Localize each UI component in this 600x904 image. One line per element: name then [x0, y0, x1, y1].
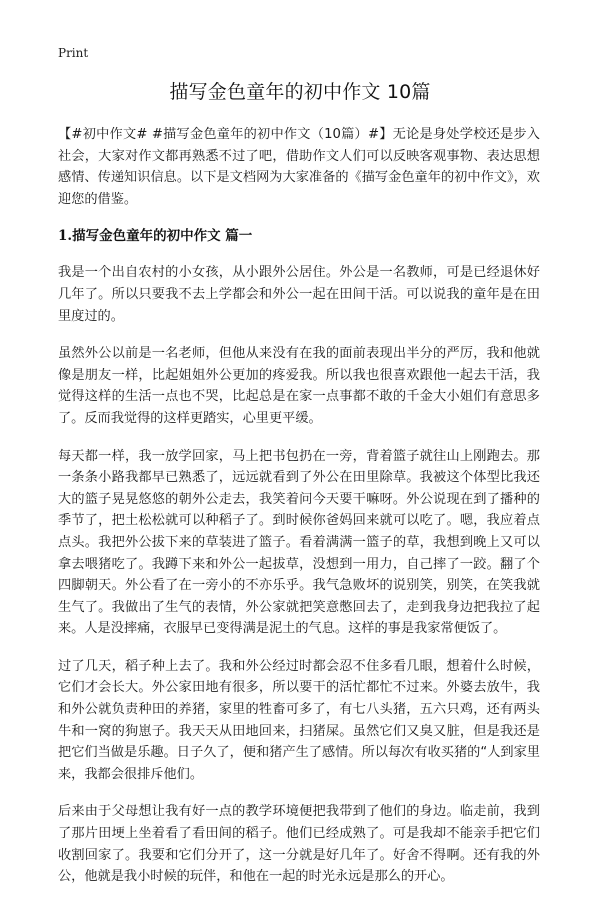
body-paragraph: 虽然外公以前是一名老师，但他从来没有在我的面前表现出半分的严厉，我和他就像是朋友一样，比起姐姐外公更加的疼爱我。所以我也很喜欢跟他一起去干活，我觉得这样的生活一点也不哭，比起总是在家一点事都不敢的千金大小姐们有意思多了。反而我觉得的这样更踏实，心里更平缓。 — [58, 346, 540, 426]
document-title: 描写金色童年的初中作文 10篇 — [169, 81, 431, 103]
body-paragraph: 后来由于父母想让我有好一点的教学环境便把我带到了他们的身边。临走前，我到了那片田埂上坐着看了看田间的稻子。他们已经成熟了。可是我却不能亲手把它们收割回家了。我要和它们分开了，这一分就是好几年了。好舍不得啊。还有我的外公，他就是我小时候的玩伴，和他在一起的时光永远是那么的开心。 — [58, 804, 540, 885]
body-paragraph: 我是一个出自农村的小女孩，从小跟外公居住。外公是一名教师，可是已经退休好几年了。所以只要我不去上学都会和外公一起在田间干活。可以说我的童年是在田里度过的。 — [58, 265, 540, 324]
print-label: Print — [58, 46, 89, 60]
intro-paragraph: 【#初中作文# #描写金色童年的初中作文（10篇）#】无论是身处学校还是步入社会，大家对作文都再熟悉不过了吧，借助作文人们可以反映客观事物、表达思想感情、传递知识信息。以下是文档网为大家准备的《描写金色童年的初中作文》，欢迎您的借鉴。 — [58, 127, 540, 207]
document-body — [58, 124, 540, 904]
body-paragraph: 过了几天，稻子种上去了。我和外公经过时都会忍不住多看几眼，想着什么时候，它们才会长大。外公家田地有很多，所以要干的活忙都忙不过来。外婆去放牛，我和外公就负责种田的养猪，家里的牲畜可多了，有七八头猪，五六只鸡，还有两头牛和一窝的狗崽子。我天天从田地回来，扫猪屎。虽然它们又臭又脏，但是我还是把它们当做是乐趣。日子久了，便和猪产生了感情。所以每次有收买猪的“人到家里来，我都会很排斥他们。 — [58, 658, 540, 782]
body-paragraph: 每天都一样，我一放学回家，马上把书包扔在一旁，背着篮子就往山上刚跑去。那一条条小路我都早已熟悉了，远远就看到了外公在田里除草。我被这个体型比我还大的篮子晃晃悠悠的朝外公走去，我笑着问今天要干嘛呀。外公说现在到了播种的季节了，把土松松就可以种稻子了。到时候你爸妈回来就可以吃了。嗯，我应着点点头。我把外公拔下来的草装进了篮子。看着满满一篮子的草，我想到晚上又可以拿去喂猪吃了。我蹲下来和外公一起拔草，没想到一用力，自己摔了一跤。翻了个四脚朝天。外公看了在一旁小的不亦乐乎。我气急败坏的说别笑，别笑，在笑我就生气了。我做出了生气的表情，外公家就把笑意憋回去了，走到我身边把我拉了起来。人是没摔痛，衣服早已变得满是泥土的气息。这样的事是我家常便饭了。 — [58, 448, 540, 637]
section-heading: 1.描写金色童年的初中作文 篇一 — [58, 228, 253, 245]
